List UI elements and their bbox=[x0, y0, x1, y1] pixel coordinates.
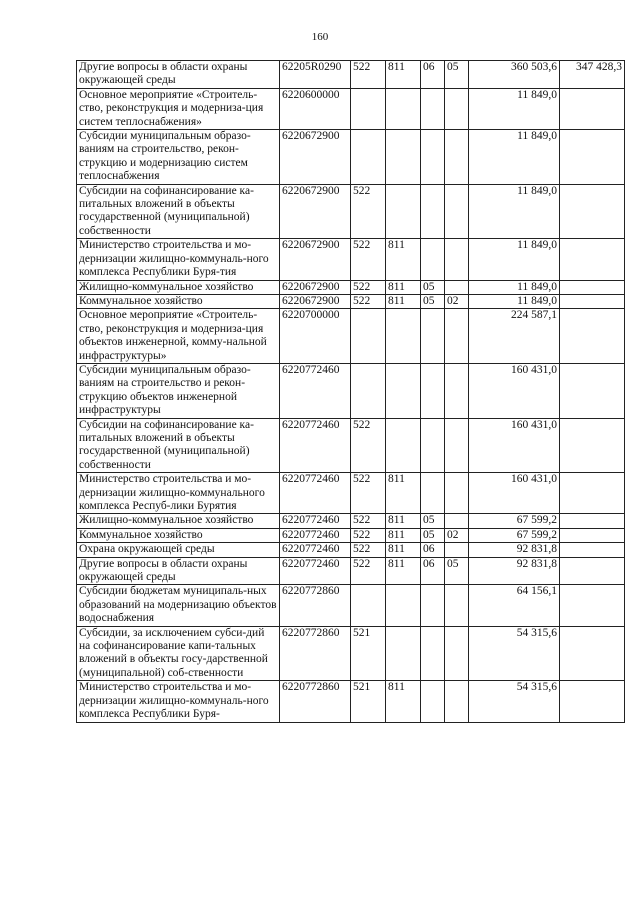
expense-type-cell bbox=[351, 88, 386, 129]
administrator-code-cell: 811 bbox=[386, 557, 421, 585]
target-article-cell: 6220772460 bbox=[280, 528, 351, 542]
expense-type-cell: 522 bbox=[351, 557, 386, 585]
page-number: 160 bbox=[311, 31, 329, 43]
target-article-cell: 6220672900 bbox=[280, 280, 351, 294]
table-row bbox=[77, 184, 625, 239]
amount-year2-cell bbox=[560, 280, 625, 294]
row-name-cell: Другие вопросы в области охраны окружающей среды bbox=[77, 61, 280, 89]
target-article-cell: 6220672900 bbox=[280, 294, 351, 308]
expense-type-cell: 522 bbox=[351, 280, 386, 294]
subsection-cell bbox=[445, 239, 469, 280]
section-cell bbox=[421, 184, 445, 239]
table-row bbox=[77, 363, 625, 418]
section-cell bbox=[421, 626, 445, 681]
target-article-cell: 6220772460 bbox=[280, 418, 351, 473]
subsection-cell: 02 bbox=[445, 528, 469, 542]
row-name-cell: Субсидии на софинансирование ка-питальных вложений в объекты государственной (муниципальной) собственности bbox=[77, 418, 280, 473]
administrator-code-cell: 811 bbox=[386, 239, 421, 280]
row-name-cell: Другие вопросы в области охраны окружающей среды bbox=[77, 557, 280, 585]
table-row bbox=[77, 418, 625, 473]
amount-year1-cell: 160 431,0 bbox=[469, 473, 560, 514]
amount-year1-cell: 160 431,0 bbox=[469, 363, 560, 418]
subsection-cell bbox=[445, 280, 469, 294]
row-name-cell: Министерство строительства и мо-дернизации жилищно-коммуналь-ного комплекса Республики Буря-тия bbox=[77, 239, 280, 280]
amount-year1-cell: 11 849,0 bbox=[469, 239, 560, 280]
row-name-cell: Основное мероприятие «Строитель-ство, реконструкция и модерниза-ция объектов инженерной, комму-нальной инфраструктуры» bbox=[77, 309, 280, 364]
administrator-code-cell: 811 bbox=[386, 294, 421, 308]
administrator-code-cell: 811 bbox=[386, 280, 421, 294]
amount-year2-cell bbox=[560, 418, 625, 473]
subsection-cell bbox=[445, 363, 469, 418]
subsection-cell bbox=[445, 184, 469, 239]
table-row bbox=[77, 585, 625, 626]
expense-type-cell: 522 bbox=[351, 294, 386, 308]
budget-table-body bbox=[77, 61, 625, 723]
table-row bbox=[77, 514, 625, 528]
amount-year1-cell: 11 849,0 bbox=[469, 294, 560, 308]
administrator-code-cell bbox=[386, 184, 421, 239]
row-name-cell: Субсидии, за исключением субси-дий на софинансирование капи-тальных вложений в объекты госу-дарственной (муниципальной) соб-ственности bbox=[77, 626, 280, 681]
amount-year2-cell bbox=[560, 473, 625, 514]
section-cell: 06 bbox=[421, 557, 445, 585]
target-article-cell: 6220672900 bbox=[280, 239, 351, 280]
row-name-cell: Жилищно-коммунальное хозяйство bbox=[77, 280, 280, 294]
table-row bbox=[77, 309, 625, 364]
table-row bbox=[77, 681, 625, 722]
administrator-code-cell bbox=[386, 363, 421, 418]
target-article-cell: 6220772860 bbox=[280, 585, 351, 626]
table-row bbox=[77, 88, 625, 129]
target-article-cell: 6220772460 bbox=[280, 514, 351, 528]
subsection-cell: 05 bbox=[445, 61, 469, 89]
target-article-cell: 6220772460 bbox=[280, 473, 351, 514]
amount-year1-cell: 92 831,8 bbox=[469, 557, 560, 585]
subsection-cell: 02 bbox=[445, 294, 469, 308]
row-name-cell: Субсидии муниципальным образо-ваниям на строительство и рекон-струкцию объектов инженерной инфраструктуры bbox=[77, 363, 280, 418]
administrator-code-cell bbox=[386, 626, 421, 681]
amount-year2-cell bbox=[560, 88, 625, 129]
row-name-cell: Коммунальное хозяйство bbox=[77, 528, 280, 542]
row-name-cell: Министерство строительства и мо-дернизации жилищно-коммуналь-ного комплекса Республики Буря- bbox=[77, 681, 280, 722]
subsection-cell bbox=[445, 473, 469, 514]
amount-year1-cell: 67 599,2 bbox=[469, 514, 560, 528]
section-cell: 05 bbox=[421, 294, 445, 308]
expense-type-cell bbox=[351, 363, 386, 418]
amount-year1-cell: 11 849,0 bbox=[469, 88, 560, 129]
administrator-code-cell bbox=[386, 130, 421, 185]
row-name-cell: Субсидии на софинансирование ка-питальных вложений в объекты государственной (муниципальной) собственности bbox=[77, 184, 280, 239]
table-row bbox=[77, 239, 625, 280]
target-article-cell: 6220772860 bbox=[280, 681, 351, 722]
table-row bbox=[77, 473, 625, 514]
expense-type-cell: 521 bbox=[351, 681, 386, 722]
expense-type-cell: 521 bbox=[351, 626, 386, 681]
target-article-cell: 62205R0290 bbox=[280, 61, 351, 89]
target-article-cell: 6220672900 bbox=[280, 184, 351, 239]
expense-type-cell: 522 bbox=[351, 239, 386, 280]
expense-type-cell: 522 bbox=[351, 418, 386, 473]
table-row bbox=[77, 557, 625, 585]
section-cell bbox=[421, 585, 445, 626]
subsection-cell bbox=[445, 681, 469, 722]
section-cell bbox=[421, 473, 445, 514]
expense-type-cell: 522 bbox=[351, 184, 386, 239]
section-cell bbox=[421, 130, 445, 185]
amount-year2-cell bbox=[560, 363, 625, 418]
section-cell bbox=[421, 239, 445, 280]
expense-type-cell: 522 bbox=[351, 528, 386, 542]
amount-year2-cell bbox=[560, 294, 625, 308]
administrator-code-cell: 811 bbox=[386, 473, 421, 514]
administrator-code-cell bbox=[386, 585, 421, 626]
target-article-cell: 6220672900 bbox=[280, 130, 351, 185]
subsection-cell bbox=[445, 626, 469, 681]
budget-table bbox=[76, 60, 625, 723]
administrator-code-cell bbox=[386, 88, 421, 129]
expense-type-cell bbox=[351, 130, 386, 185]
row-name-cell: Субсидии бюджетам муниципаль-ных образований на модернизацию объектов водоснабжения bbox=[77, 585, 280, 626]
amount-year2-cell bbox=[560, 626, 625, 681]
target-article-cell: 6220700000 bbox=[280, 309, 351, 364]
amount-year2-cell bbox=[560, 681, 625, 722]
amount-year2-cell: 347 428,3 bbox=[560, 61, 625, 89]
administrator-code-cell: 811 bbox=[386, 681, 421, 722]
expense-type-cell bbox=[351, 309, 386, 364]
amount-year1-cell: 11 849,0 bbox=[469, 184, 560, 239]
row-name-cell: Основное мероприятие «Строитель-ство, реконструкция и модерниза-ция систем теплоснабжения» bbox=[77, 88, 280, 129]
section-cell: 05 bbox=[421, 280, 445, 294]
amount-year1-cell: 64 156,1 bbox=[469, 585, 560, 626]
administrator-code-cell bbox=[386, 418, 421, 473]
amount-year1-cell: 92 831,8 bbox=[469, 543, 560, 557]
row-name-cell: Министерство строительства и мо-дернизации жилищно-коммунального комплекса Респуб-лики Бурятия bbox=[77, 473, 280, 514]
amount-year1-cell: 160 431,0 bbox=[469, 418, 560, 473]
amount-year2-cell bbox=[560, 239, 625, 280]
expense-type-cell: 522 bbox=[351, 473, 386, 514]
section-cell bbox=[421, 309, 445, 364]
expense-type-cell: 522 bbox=[351, 543, 386, 557]
amount-year2-cell bbox=[560, 557, 625, 585]
section-cell bbox=[421, 418, 445, 473]
target-article-cell: 6220772460 bbox=[280, 557, 351, 585]
target-article-cell: 6220772460 bbox=[280, 543, 351, 557]
amount-year1-cell: 11 849,0 bbox=[469, 280, 560, 294]
subsection-cell bbox=[445, 418, 469, 473]
amount-year1-cell: 54 315,6 bbox=[469, 626, 560, 681]
amount-year1-cell: 54 315,6 bbox=[469, 681, 560, 722]
section-cell: 05 bbox=[421, 528, 445, 542]
table-row bbox=[77, 61, 625, 89]
section-cell bbox=[421, 88, 445, 129]
amount-year1-cell: 67 599,2 bbox=[469, 528, 560, 542]
table-row bbox=[77, 528, 625, 542]
expense-type-cell: 522 bbox=[351, 61, 386, 89]
row-name-cell: Коммунальное хозяйство bbox=[77, 294, 280, 308]
amount-year2-cell bbox=[560, 585, 625, 626]
expense-type-cell: 522 bbox=[351, 514, 386, 528]
section-cell bbox=[421, 681, 445, 722]
table-row bbox=[77, 130, 625, 185]
administrator-code-cell: 811 bbox=[386, 528, 421, 542]
row-name-cell: Охрана окружающей среды bbox=[77, 543, 280, 557]
section-cell: 06 bbox=[421, 61, 445, 89]
amount-year2-cell bbox=[560, 130, 625, 185]
subsection-cell bbox=[445, 88, 469, 129]
expense-type-cell bbox=[351, 585, 386, 626]
amount-year1-cell: 360 503,6 bbox=[469, 61, 560, 89]
amount-year2-cell bbox=[560, 543, 625, 557]
amount-year2-cell bbox=[560, 184, 625, 239]
subsection-cell bbox=[445, 130, 469, 185]
section-cell: 06 bbox=[421, 543, 445, 557]
subsection-cell bbox=[445, 543, 469, 557]
administrator-code-cell: 811 bbox=[386, 543, 421, 557]
table-row bbox=[77, 543, 625, 557]
subsection-cell: 05 bbox=[445, 557, 469, 585]
administrator-code-cell bbox=[386, 309, 421, 364]
table-row bbox=[77, 280, 625, 294]
table-row bbox=[77, 294, 625, 308]
amount-year1-cell: 224 587,1 bbox=[469, 309, 560, 364]
subsection-cell bbox=[445, 585, 469, 626]
section-cell: 05 bbox=[421, 514, 445, 528]
target-article-cell: 6220772860 bbox=[280, 626, 351, 681]
amount-year1-cell: 11 849,0 bbox=[469, 130, 560, 185]
row-name-cell: Жилищно-коммунальное хозяйство bbox=[77, 514, 280, 528]
table-row bbox=[77, 626, 625, 681]
amount-year2-cell bbox=[560, 514, 625, 528]
administrator-code-cell: 811 bbox=[386, 514, 421, 528]
amount-year2-cell bbox=[560, 309, 625, 364]
subsection-cell bbox=[445, 309, 469, 364]
section-cell bbox=[421, 363, 445, 418]
row-name-cell: Субсидии муниципальным образо-ваниям на строительство, рекон-струкцию и модернизацию систем теплоснабжения bbox=[77, 130, 280, 185]
subsection-cell bbox=[445, 514, 469, 528]
target-article-cell: 6220600000 bbox=[280, 88, 351, 129]
administrator-code-cell: 811 bbox=[386, 61, 421, 89]
target-article-cell: 6220772460 bbox=[280, 363, 351, 418]
amount-year2-cell bbox=[560, 528, 625, 542]
